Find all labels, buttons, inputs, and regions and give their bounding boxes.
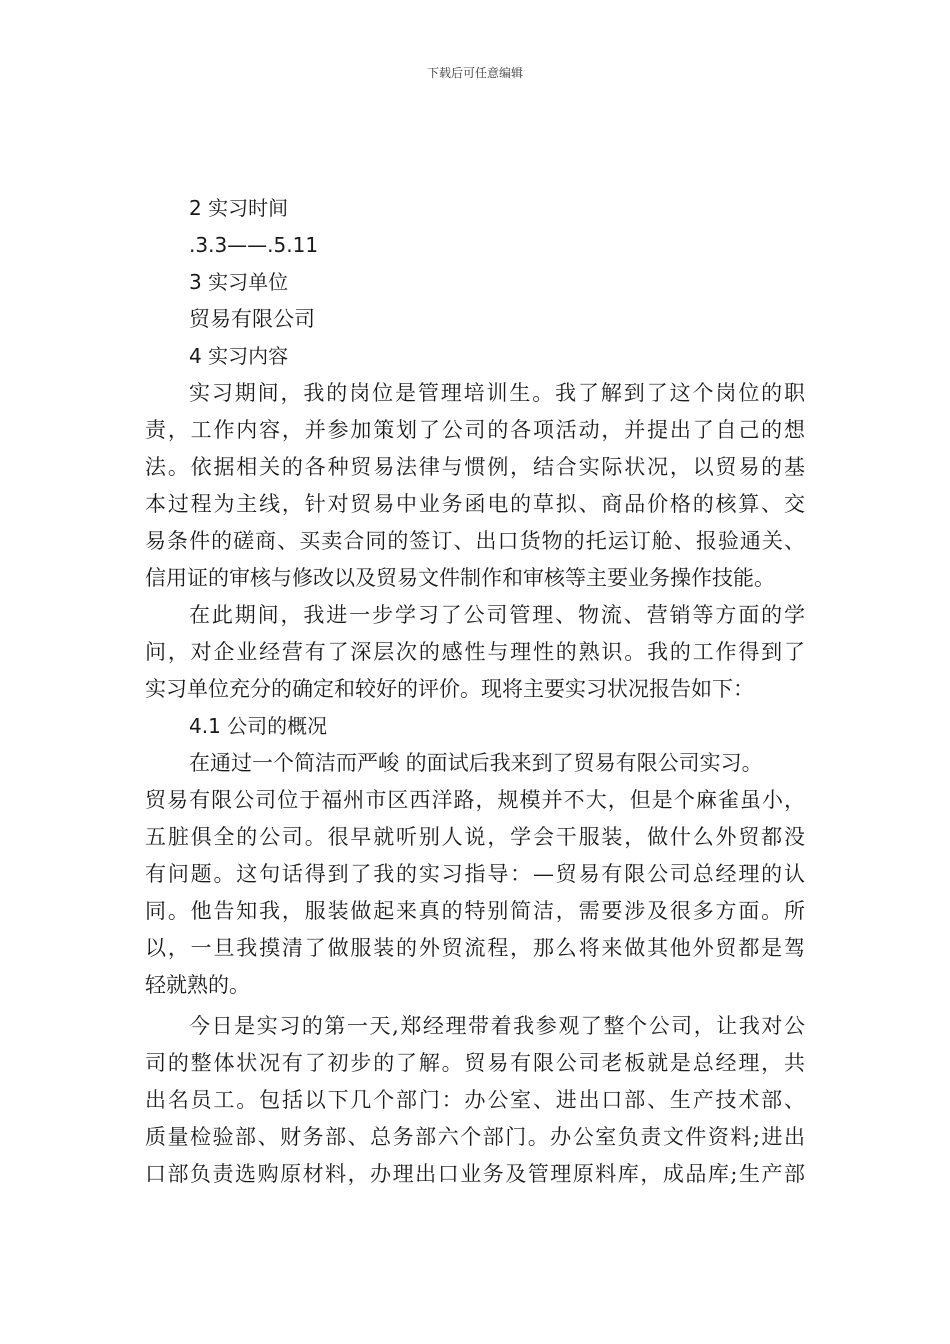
paragraph-line: 实习单位充分的确定和较好的评价。现将主要实习状况报告如下： <box>145 677 754 701</box>
paragraph-line: 同。他告知我，服装做起来真的特别简洁，需要涉及很多方面。所 <box>145 899 805 923</box>
section-4-title: 4 实习内容 <box>189 344 289 368</box>
paragraph-line: 在通过一个简洁而严峻 的面试后我来到了贸易有限公司实习。 <box>189 751 763 775</box>
paragraph-line: 口部负责选购原材料，办理出口业务及管理原料库，成品库;生产部 <box>145 1162 805 1186</box>
paragraph-line: 法。依据相关的各种贸易法律与惯例，结合实际状况，以贸易的基 <box>145 455 805 479</box>
paragraph-line: 信用证的审核与修改以及贸易文件制作和审核等主要业务操作技能。 <box>145 566 775 590</box>
section-4-1-title: 4.1 公司的概况 <box>189 714 328 738</box>
paragraph-line: 在此期间，我进一步学习了公司管理、物流、营销等方面的学 <box>189 603 805 627</box>
paragraph-line: 以，一旦我摸清了做服装的外贸流程，那么将来做其他外贸都是驾 <box>145 936 805 960</box>
internship-company: 贸易有限公司 <box>189 307 315 331</box>
paragraph-line: 贸易有限公司位于福州市区西洋路，规模并不大，但是个麻雀虽小， <box>145 788 805 812</box>
paragraph-first-day <box>145 1008 805 1193</box>
paragraph-line: 有问题。这句话得到了我的实习指导：—贸易有限公司总经理的认 <box>145 862 805 886</box>
paragraph-line: 本过程为主线，针对贸易中业务函电的草拟、商品价格的核算、交 <box>145 492 805 516</box>
paragraph-line: 今日是实习的第一天,郑经理带着我参观了整个公司，让我对公 <box>189 1014 805 1038</box>
paragraph-line: 司的整体状况有了初步的了解。贸易有限公司老板就是总经理，共 <box>145 1051 805 1075</box>
paragraph-line: 五脏俱全的公司。很早就听别人说，学会干服装，做什么外贸都没 <box>145 825 805 849</box>
paragraph-company-overview <box>145 745 805 1004</box>
paragraph-line: 责，工作内容，并参加策划了公司的各项活动，并提出了自己的想 <box>145 418 805 442</box>
internship-period: .3.3——.5.11 <box>189 233 319 257</box>
page-header-note: 下载后可任意编辑 <box>426 66 523 80</box>
section-3-title: 3 实习单位 <box>189 270 289 294</box>
paragraph-job-duties <box>145 375 805 597</box>
paragraph-learning <box>145 597 805 708</box>
paragraph-line: 轻就熟的。 <box>145 973 250 997</box>
paragraph-line: 实习期间，我的岗位是管理培训生。我了解到了这个岗位的职 <box>189 381 805 405</box>
document-body <box>145 190 805 1193</box>
paragraph-line: 问，对企业经营有了深层次的感性与理性的熟识。我的工作得到了 <box>145 640 805 664</box>
section-2-title: 2 实习时间 <box>189 196 289 220</box>
paragraph-line: 出名员工。包括以下几个部门：办公室、进出口部、生产技术部、 <box>145 1088 805 1112</box>
paragraph-line: 易条件的磋商、买卖合同的签订、出口货物的托运订舱、报验通关、 <box>145 529 805 553</box>
paragraph-line: 质量检验部、财务部、总务部六个部门。办公室负责文件资料;进出 <box>145 1125 805 1149</box>
